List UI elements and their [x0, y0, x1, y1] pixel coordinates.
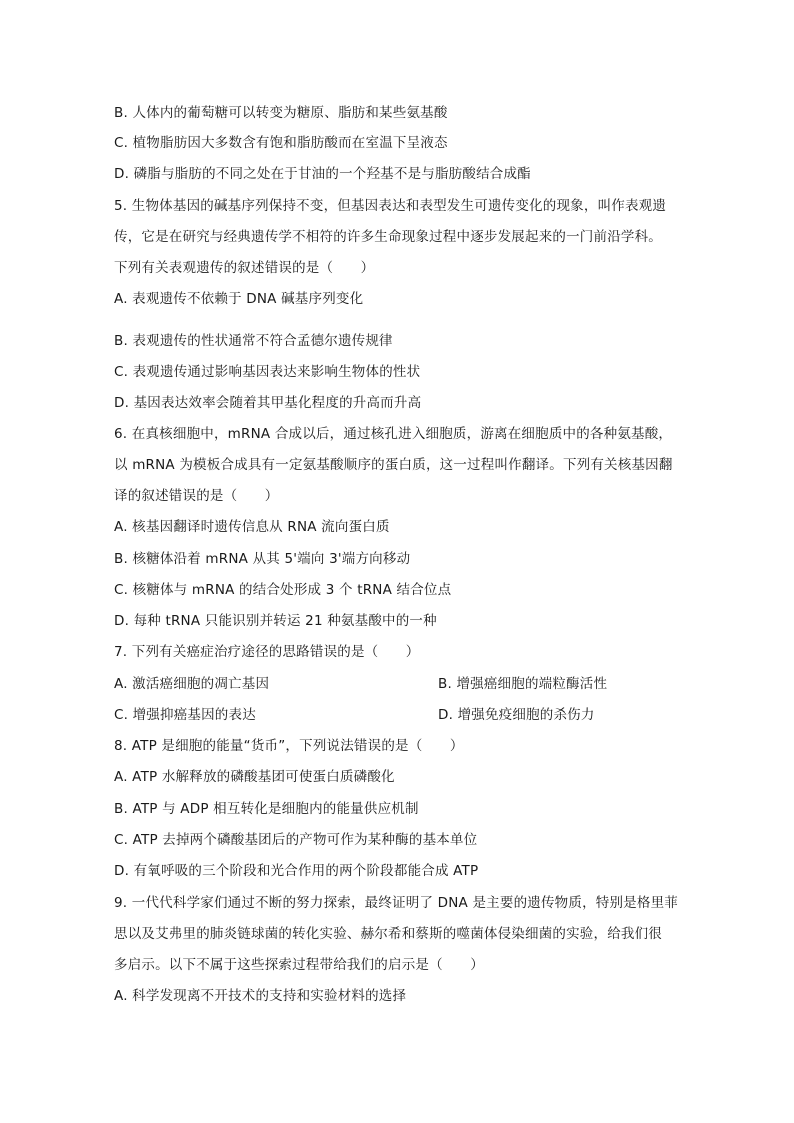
q5-option-b: B. 表观遗传的性状通常不符合孟德尔遗传规律	[114, 333, 393, 349]
q6-option-d: D. 每种 tRNA 只能识别并转运 21 种氨基酸中的一种	[114, 613, 437, 629]
q9-option-a: A. 科学发现离不开技术的支持和实验材料的选择	[114, 988, 407, 1004]
q6-option-b: B. 核糖体沿着 mRNA 从其 5'端向 3'端方向移动	[114, 551, 411, 567]
q5-stem-line-1: 5. 生物体基因的碱基序列保持不变，但基因表达和表型发生可遗传变化的现象，叫作表观遗	[114, 198, 667, 214]
q9-stem-line-2: 思以及艾弗里的肺炎链球菌的转化实验、赫尔希和蔡斯的噬菌体侵染细菌的实验，给我们很	[114, 926, 662, 942]
q9-stem-line-3: 多启示。以下不属于这些探索过程带给我们的启示是（ ）	[114, 957, 484, 973]
q5-stem-line-2: 传，它是在研究与经典遗传学不相符的许多生命现象过程中逐步发展起来的一门前沿学科。	[114, 229, 662, 245]
q5-option-a: A. 表观遗传不依赖于 DNA 碱基序列变化	[114, 291, 364, 307]
q8-option-a: A. ATP 水解释放的磷酸基团可使蛋白质磷酸化	[114, 769, 395, 785]
q8-option-d: D. 有氧呼吸的三个阶段和光合作用的两个阶段都能合成 ATP	[114, 863, 479, 879]
q7-option-b: B. 增强癌细胞的端粒酶活性	[438, 676, 608, 692]
q5-option-c: C. 表观遗传通过影响基因表达来影响生物体的性状	[114, 364, 421, 380]
q6-stem-line-2: 以 mRNA 为模板合成具有一定氨基酸顺序的蛋白质，这一过程叫作翻译。下列有关核基因翻	[114, 457, 673, 473]
q8-stem: 8. ATP 是细胞的能量“货币”，下列说法错误的是（ ）	[114, 738, 464, 754]
q8-option-b: B. ATP 与 ADP 相互转化是细胞内的能量供应机制	[114, 801, 419, 817]
q6-option-c: C. 核糖体与 mRNA 的结合处形成 3 个 tRNA 结合位点	[114, 582, 452, 598]
q6-option-a: A. 核基因翻译时遗传信息从 RNA 流向蛋白质	[114, 519, 390, 535]
q7-option-a: A. 激活癌细胞的凋亡基因	[114, 676, 270, 692]
q5-stem-line-3: 下列有关表观遗传的叙述错误的是（ ）	[114, 260, 375, 276]
q5-option-d: D. 基因表达效率会随着其甲基化程度的升高而升高	[114, 395, 422, 411]
q7-option-d: D. 增强免疫细胞的杀伤力	[438, 707, 595, 723]
q8-option-c: C. ATP 去掉两个磷酸基团后的产物可作为某种酶的基本单位	[114, 832, 478, 848]
q4-option-b: B. 人体内的葡萄糖可以转变为糖原、脂肪和某些氨基酸	[114, 105, 448, 121]
q6-stem-line-3: 译的叙述错误的是（ ）	[114, 488, 279, 504]
q6-stem-line-1: 6. 在真核细胞中，mRNA 合成以后，通过核孔进入细胞质，游离在细胞质中的各种氨基酸，	[114, 426, 673, 442]
q4-option-d: D. 磷脂与脂肪的不同之处在于甘油的一个羟基不是与脂肪酸结合成酯	[114, 166, 531, 182]
q4-option-c: C. 植物脂肪因大多数含有饱和脂肪酸而在室温下呈液态	[114, 135, 448, 151]
q7-stem: 7. 下列有关癌症治疗途径的思路错误的是（ ）	[114, 644, 420, 660]
q9-stem-line-1: 9. 一代代科学家们通过不断的努力探索，最终证明了 DNA 是主要的遗传物质，特别是格里菲	[114, 895, 678, 911]
q7-option-c: C. 增强抑癌基因的表达	[114, 707, 256, 723]
